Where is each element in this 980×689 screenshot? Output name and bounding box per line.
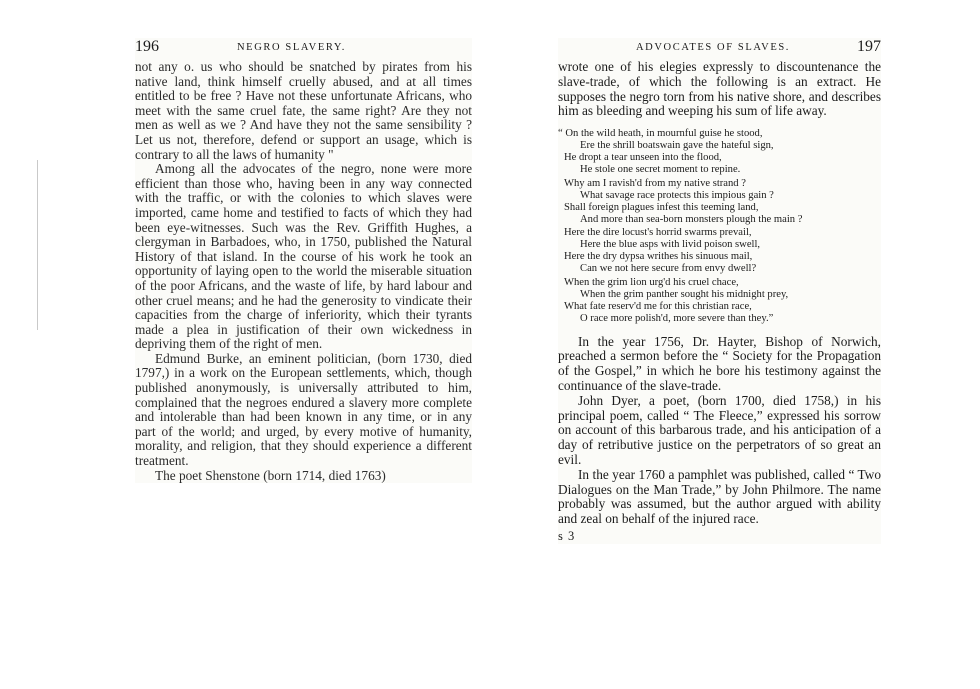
left-running-title: NEGRO SLAVERY. [237, 42, 346, 53]
paragraph: The poet Shenstone (born 1714, died 1763) [155, 467, 386, 483]
poem-line: Here the blue asps with livid poison swell, [580, 239, 761, 251]
poem-line: Can we not here secure from envy dwell? [580, 263, 757, 275]
poem-line: What fate reserv'd me for this christian race, [564, 300, 752, 312]
right-page [558, 38, 881, 544]
poem-line: Shall foreign plagues infest this teeming land, [564, 201, 759, 213]
left-running-head [135, 38, 472, 60]
right-body-text [558, 60, 881, 544]
right-running-head [558, 38, 881, 60]
poem-line: Why am I ravish'd from my native strand ? [564, 177, 746, 189]
paragraph: In the year 1760 a pamphlet was published, called “ Two Dialogues on the Man Trade,” by John Philmore. The name probably was assumed, but the author argued with ability and zeal on behalf of the injured race. [558, 466, 881, 527]
left-page-number: 196 [135, 38, 159, 55]
left-page [135, 38, 472, 483]
poem-line: O race more polish'd, more severe than they.” [580, 312, 774, 324]
poem-line: When the grim lion urg'd his cruel chace, [564, 277, 739, 289]
paragraph: Among all the advocates of the negro, none were more efficient than those who, having been in any way connected with the traffic, or with the colonies to which slaves were imported, came home and testified to facts of which they had been eye-witnesses. Such was the Rev. Griffith Hughes, a clergyman in Barbadoes, who, in 1750, published the Natural History of that island. In the course of his work he took an opportunity of laying open to the world the miserable situation of the poor Africans, and the waste of life, by hard labour and other cruel means; and he had the generosity to vindicate their capacities from the charge of inferiority, which their tyrants made a plea in justification of their own wickedness in depriving them of the right of men. [135, 161, 472, 352]
poem-line: What savage race protects this impious gain ? [580, 189, 774, 201]
poem-line: When the grim panther sought his midnight prey, [580, 288, 789, 300]
poem-stanza [558, 227, 881, 275]
poem-line: He dropt a tear unseen into the flood, [564, 152, 722, 163]
paragraph: John Dyer, a poet, (born 1700, died 1758,) in his principal poem, called “ The Fleece,” expressed his sorrow on account of this barbarous trade, and his anticipation of a day of retributive justice on the perpetrators of so great an evil. [558, 392, 881, 468]
right-page-number: 197 [857, 38, 881, 55]
right-running-title: ADVOCATES OF SLAVES. [636, 42, 791, 53]
poem-line: Ere the shrill boatswain gave the hateful sign, [580, 140, 774, 152]
margin-rule [37, 160, 38, 330]
paragraph: not any o. us who should be snatched by pirates from his native land, think himself cruelly abused, and at all times entitled to be free ? Have not these unfortunate Africans, who meet with the same cruel fate, the same right? Are they not men as well as we ? And have they not the same sensibility ? Let us not, therefore, defend or support an usage, which is contrary to all the laws of humanity " [135, 59, 472, 162]
poem-line: “ On the wild heath, in mournful guise he stood, [558, 128, 763, 140]
poem-stanza [558, 128, 881, 176]
poem-line: He stole one secret moment to repine. [580, 163, 741, 175]
paragraph: In the year 1756, Dr. Hayter, Bishop of Norwich, preached a sermon before the “ Society for the Propagation of the Gospel,” in which he bore his testimony against the continuance of the slave-trade. [558, 333, 881, 394]
poem-extract [558, 128, 881, 325]
paragraph: Edmund Burke, an eminent politician, (born 1730, died 1797,) in a work on the European settlements, which, though published anonymously, is universally attributed to him, complained that the negroes endured a slavery more complete and intolerable than had been known in any time, or in any part of the world; and urged, by every motive of humanity, morality, and religion, that they should experience a different treatment. [135, 350, 472, 469]
poem-stanza [558, 277, 881, 325]
poem-stanza [558, 178, 881, 226]
poem-line: Here the dire locust's horrid swarms prevail, [564, 227, 752, 239]
poem-line: Here the dry dypsa writhes his sinuous mail, [564, 251, 753, 263]
left-body-text [135, 60, 472, 483]
paragraph: wrote one of his elegies expressly to discountenance the slave-trade, of which the following is an extract. He supposes the negro torn from his native shore, and describes him as bleeding and weeping his sum of life away. [558, 59, 881, 119]
signature-mark: s 3 [558, 529, 576, 544]
poem-line: And more than sea-born monsters plough the main ? [580, 213, 803, 225]
